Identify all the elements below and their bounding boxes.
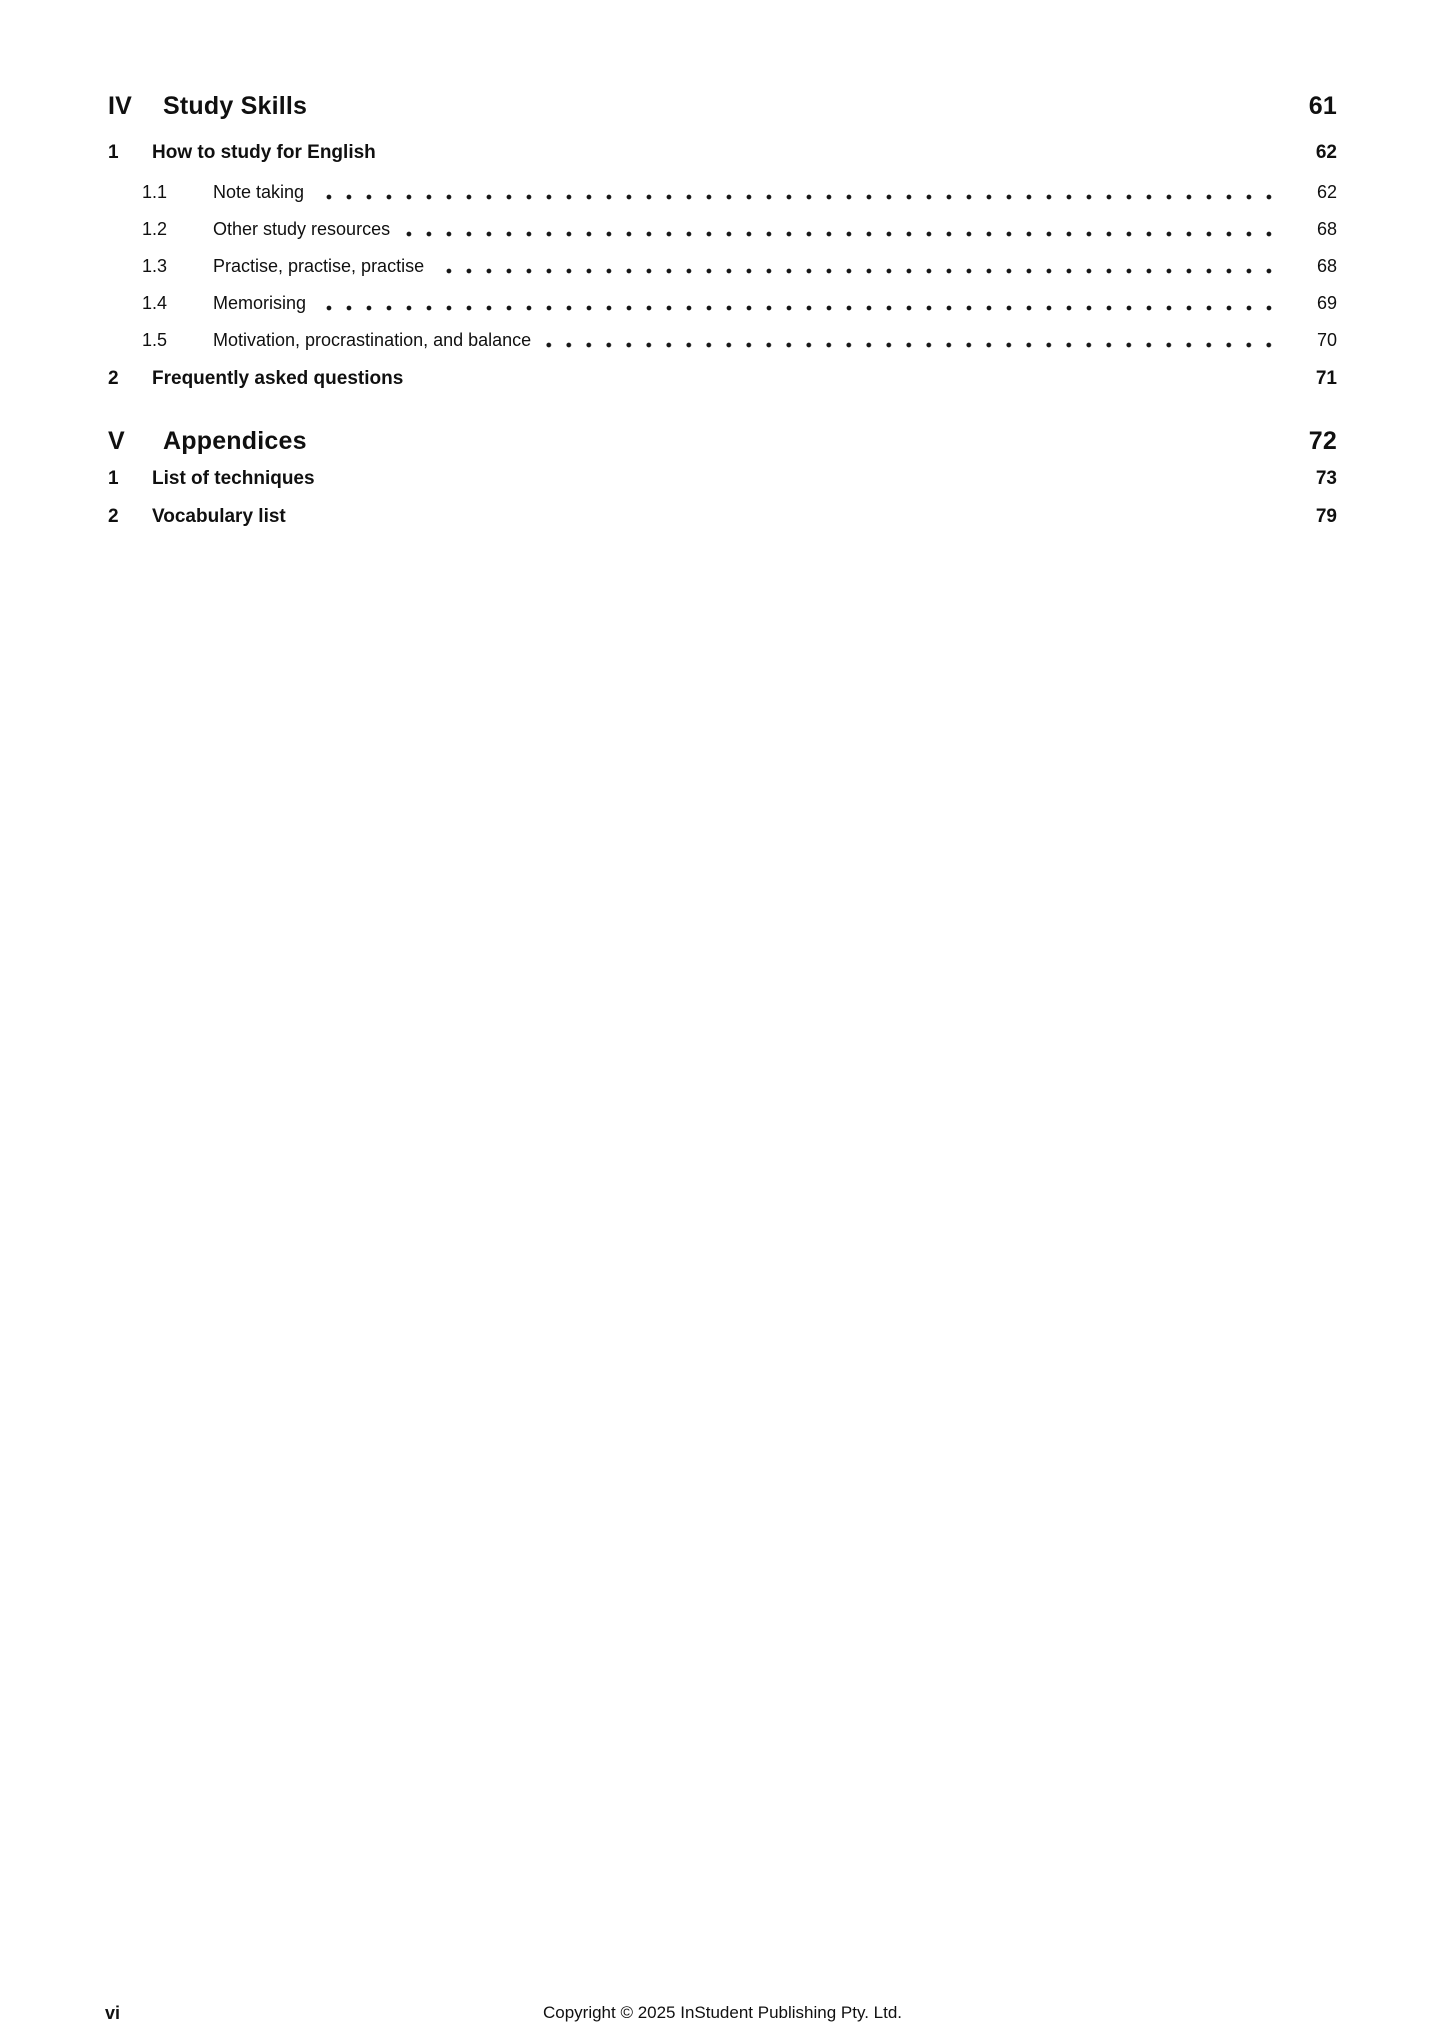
toc-subsection-title: Motivation, procrastination, and balance — [213, 330, 532, 350]
toc-subsection-title: Other study resources — [213, 219, 391, 239]
leader-space — [376, 140, 1291, 166]
toc-subsection-number: 1.2 — [142, 219, 168, 239]
toc-subsection-row[interactable] — [108, 285, 1337, 322]
toc-subsection-number: 1.4 — [142, 293, 168, 313]
page-footer — [0, 1998, 1445, 2028]
toc-section-page: 62 — [1315, 142, 1337, 163]
toc-part-title: Appendices — [163, 427, 307, 455]
toc-subsection-number: 1.5 — [142, 330, 168, 350]
toc-section-page: 71 — [1315, 368, 1337, 389]
toc-subsection-row[interactable] — [108, 322, 1337, 359]
leader-space — [307, 425, 1291, 457]
toc-part-title: Study Skills — [163, 92, 308, 120]
toc-part-page: 72 — [1308, 427, 1337, 455]
toc-subsection-number: 1.1 — [142, 182, 168, 202]
dot-leader — [438, 248, 1279, 285]
toc-subsection-title: Practise, practise, practise — [213, 256, 425, 276]
toc-part-page: 61 — [1308, 92, 1337, 120]
toc-section-number: 1 — [108, 142, 119, 163]
toc-section-row[interactable] — [108, 466, 1337, 492]
toc-section-page: 73 — [1315, 468, 1337, 489]
leader-space — [315, 466, 1291, 492]
toc-subsection-title: Note taking — [213, 182, 305, 202]
toc-subsection-page: 68 — [1316, 256, 1337, 276]
toc-subsection-page: 69 — [1316, 293, 1337, 313]
toc-subsection-row[interactable] — [108, 248, 1337, 285]
dot-leader — [404, 211, 1279, 248]
toc-section-title: Vocabulary list — [152, 506, 286, 527]
toc-section-number: 2 — [108, 506, 119, 527]
dot-leader — [320, 285, 1279, 322]
toc-section-number: 2 — [108, 368, 119, 389]
toc-section-title: List of techniques — [152, 468, 315, 489]
toc-section-page: 79 — [1315, 506, 1337, 527]
toc-subsection-row[interactable] — [108, 174, 1337, 211]
dot-leader — [318, 174, 1279, 211]
toc-part-row[interactable] — [108, 425, 1337, 457]
toc-section-title: How to study for English — [152, 142, 376, 163]
toc-subsection-number: 1.3 — [142, 256, 168, 276]
toc-subsection-page: 70 — [1316, 330, 1337, 350]
toc-section-row[interactable] — [108, 504, 1337, 530]
dot-leader — [545, 322, 1279, 359]
toc-subsection-page: 62 — [1316, 182, 1337, 202]
toc-subsection-row[interactable] — [108, 211, 1337, 248]
leader-space — [286, 504, 1291, 530]
toc-section-title: Frequently asked questions — [152, 368, 404, 389]
footer-page-number: vi — [105, 2003, 121, 2023]
toc-part-row[interactable] — [108, 90, 1337, 122]
leader-space — [307, 90, 1291, 122]
toc-section-row[interactable] — [108, 140, 1337, 166]
toc-subsection-title: Memorising — [213, 293, 307, 313]
toc-part-number: IV — [108, 92, 133, 120]
footer-copyright: Copyright © 2025 InStudent Publishing Pty. Ltd. — [542, 2003, 903, 2022]
toc-section-number: 1 — [108, 468, 119, 489]
toc-part-number: V — [108, 427, 125, 455]
toc-section-row[interactable] — [108, 366, 1337, 392]
leader-space — [403, 366, 1291, 392]
toc-subsection-page: 68 — [1316, 219, 1337, 239]
